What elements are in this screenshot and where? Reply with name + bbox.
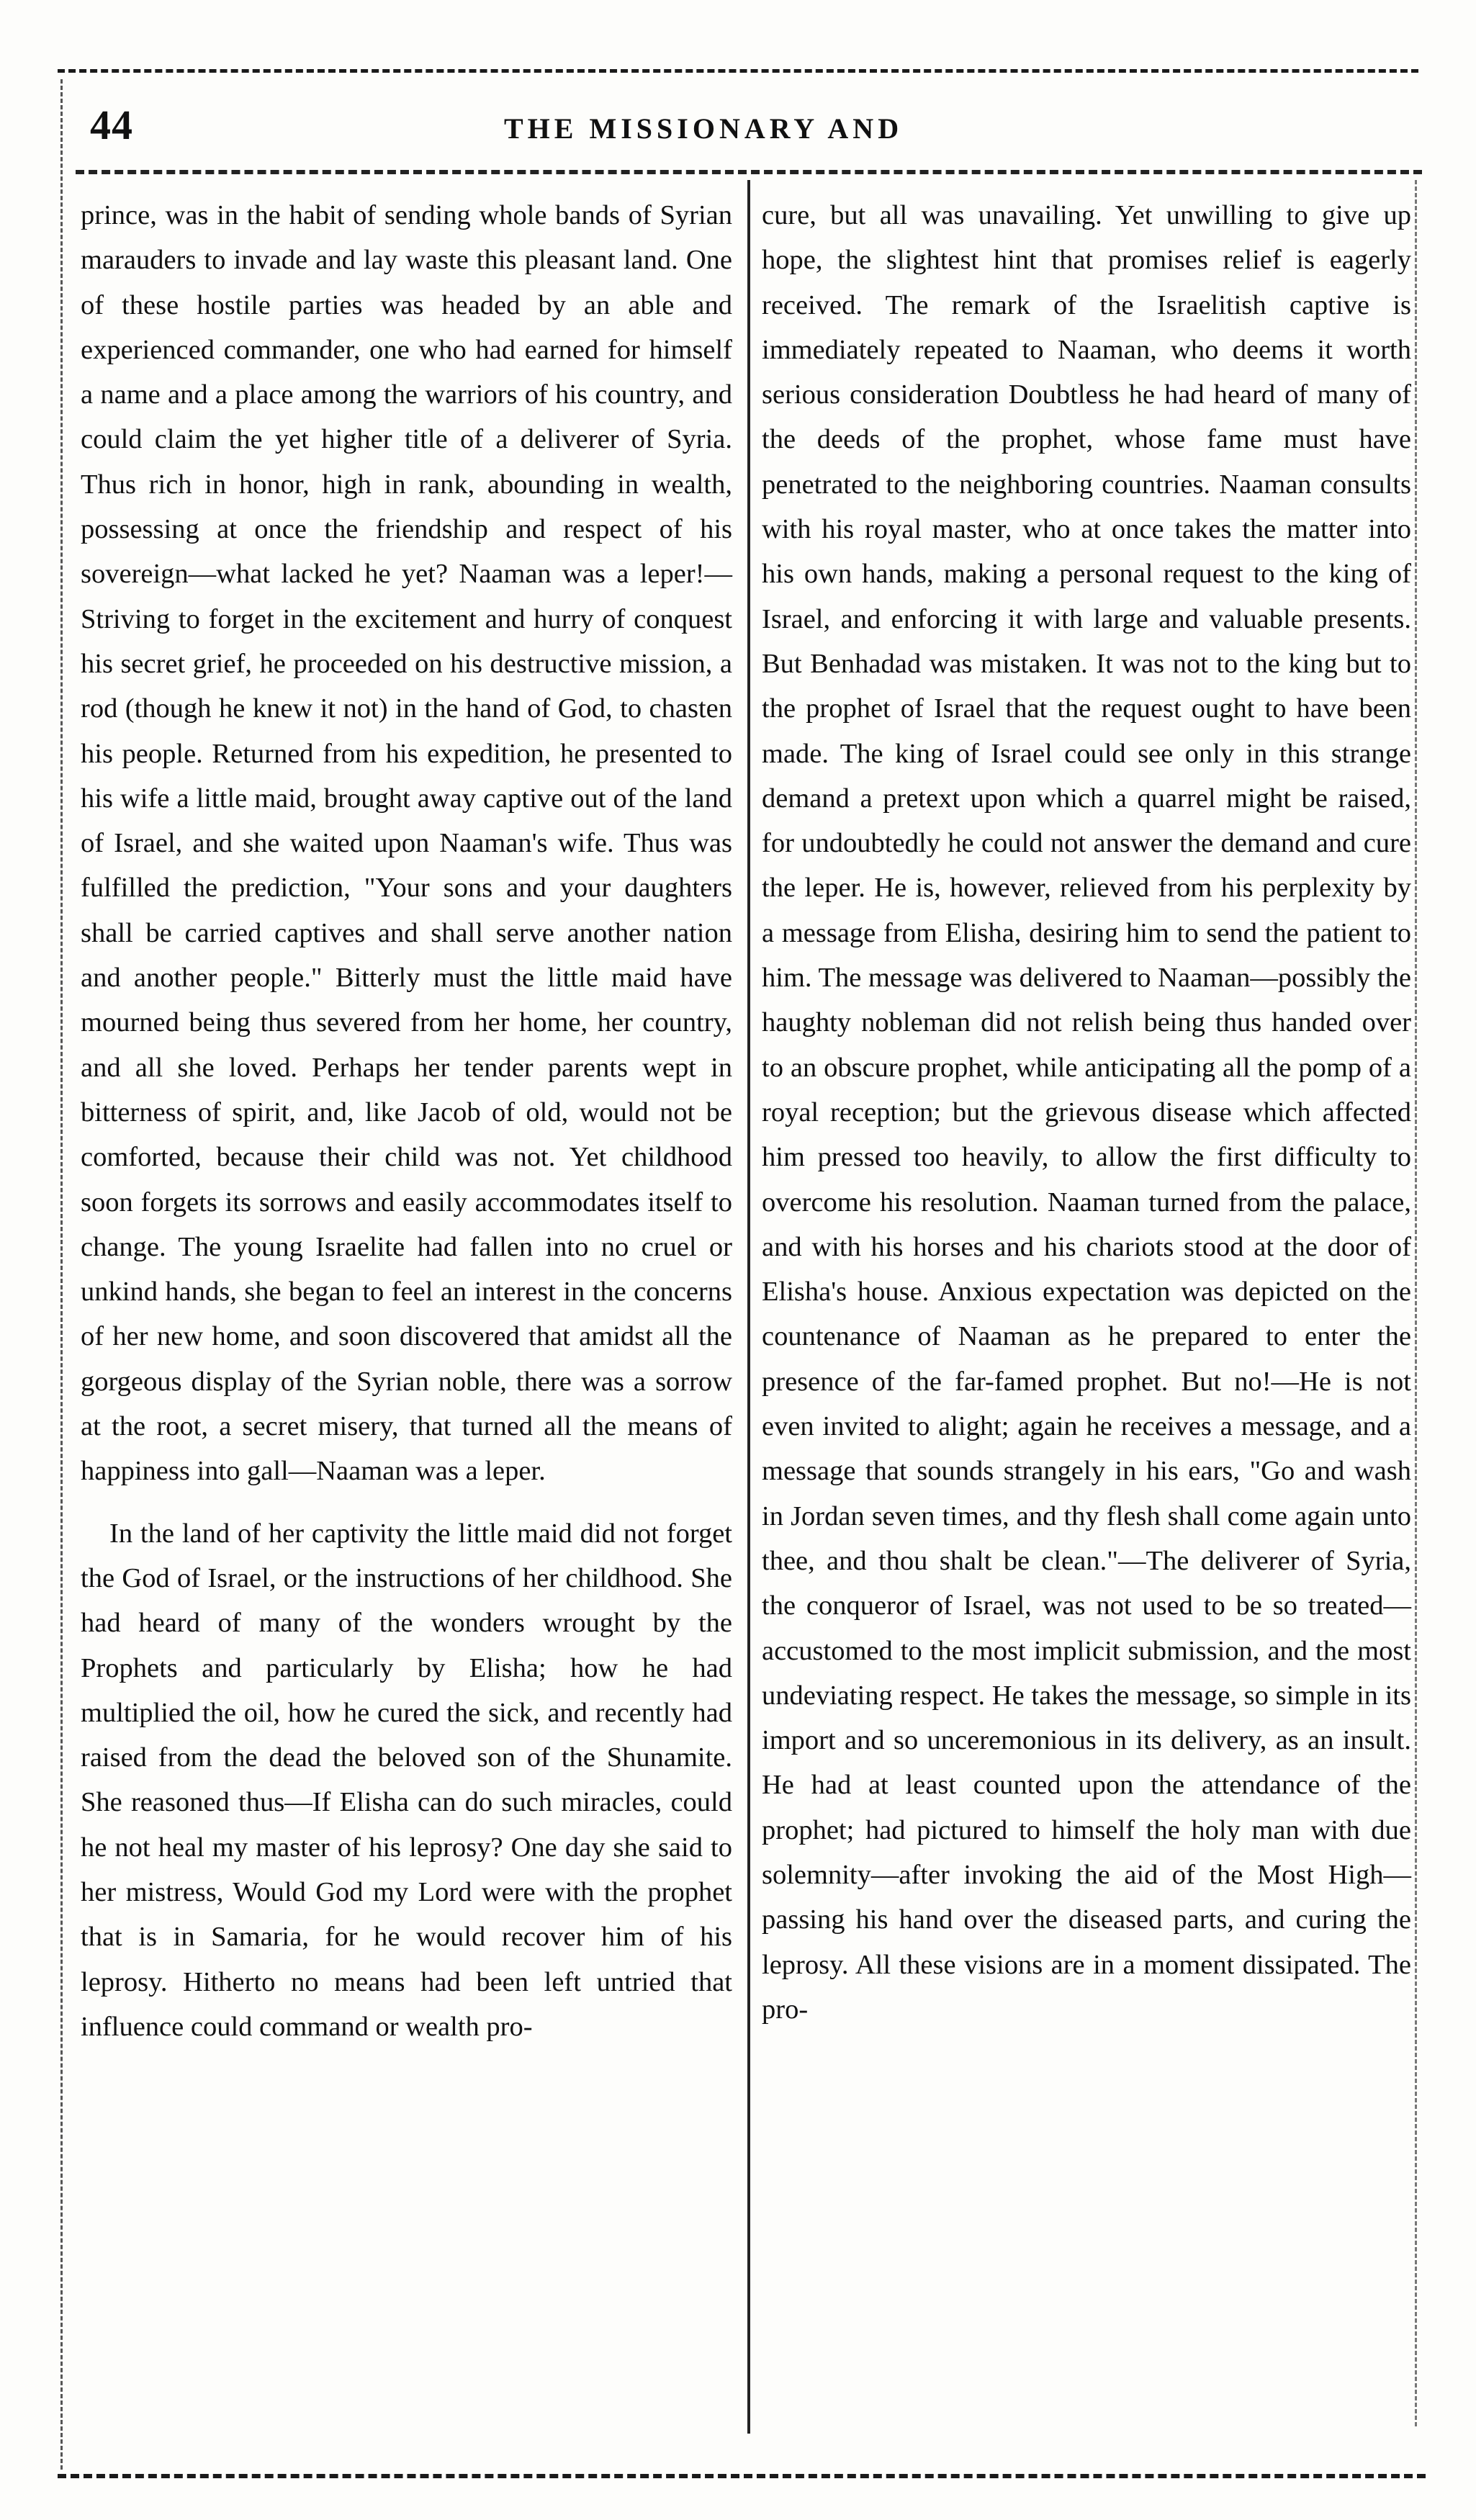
running-title: THE MISSIONARY AND [504, 112, 904, 145]
right-border-rule [1415, 180, 1417, 2426]
top-border-rule [58, 69, 1418, 73]
left-border-rule [60, 79, 63, 2470]
left-paragraph-1: prince, was in the habit of sending whole bands of Syrian marauders to invade and lay waste this pleasant land. One of these hostile parties was headed by an able and experienced commander, one who had earned for himself a name and a place among the warriors of his country, and could claim the yet higher title of a deliverer of Syria. Thus rich in honor, high in rank, abounding in wealth, possessing at once the friendship and respect of his sovereign—what lacked he yet? Naaman was a leper!—Striving to forget in the excitement and hurry of conquest his secret grief, he proceeded on his destructive mission, a rod (though he knew it not) in the hand of God, to chasten his people. Returned from his expedition, he presented to his wife a little maid, brought away captive out of the land of Israel, and she waited upon Naaman's wife. Thus was fulfilled the prediction, "Your sons and your daughters shall be carried captives and shall serve another nation and another people." Bitterly must the little maid have mourned being thus severed from her home, her country, and all she loved. Perhaps her tender parents wept in bitterness of spirit, and, like Jacob of old, would not be comforted, because their child was not. Yet childhood soon forgets its sorrows and easily accommodates itself to change. The young Israelite had fallen into no cruel or unkind hands, she began to feel an interest in the concerns of her new home, and soon discovered that amidst all the gorgeous display of the Syrian noble, there was a sorrow at the root, a secret misery, that turned all the means of happiness into gall—Naaman was a leper. [81, 200, 732, 1487]
left-text-column [81, 193, 732, 2049]
right-paragraph-1: cure, but all was unavailing. Yet unwilling to give up hope, the slightest hint that promises relief is eagerly received. The remark of the Israelitish captive is immediately repeated to Naaman, who deems it worth serious consideration Doubtless he had heard of many of the deeds of the prophet, whose fame must have penetrated to the neighboring countries. Naaman consults with his royal master, who at once takes the matter into his own hands, making a personal request to the king of Israel, and enforcing it with large and valuable presents. But Benhadad was mistaken. It was not to the king but to the prophet of Israel that the request ought to have been made. The king of Israel could see only in this strange demand a pretext upon which a quarrel might be raised, for undoubtedly he could not answer the demand and cure the leper. He is, however, relieved from his perplexity by a message from Elisha, desiring him to send the patient to him. The message was delivered to Naaman—possibly the haughty nobleman did not relish being thus handed over to an obscure prophet, while anticipating all the pomp of a royal reception; but the grievous disease which affected him pressed too heavily, to allow the first difficulty to overcome his resolution. Naaman turned from the palace, and with his horses and his chariots stood at the door of Elisha's house. Anxious expectation was depicted on the countenance of Naaman as he prepared to enter the presence of the far-famed prophet. But no!—He is not even invited to alight; again he receives a message, and a message that sounds strangely in his ears, "Go and wash in Jordan seven times, and thy flesh shall come again unto thee, and thou shalt be clean."—The deliverer of Syria, the conqueror of Israel, was not used to be so treated—accustomed to the most implicit submission, and the most undeviating respect. He takes the message, so simple in its import and so unceremonious in its delivery, as an insult. He had at least counted upon the attendance of the prophet; had pictured to himself the holy man with due solemnity—after invoking the aid of the Most High—passing his hand over the diseased parts, and curing the leprosy. All these visions are in a moment dissipated. The pro- [762, 200, 1411, 2025]
column-divider [747, 180, 750, 2434]
header-rule [76, 170, 1422, 174]
right-text-column [762, 193, 1411, 2032]
page-number: 44 [90, 102, 133, 148]
bottom-border-rule [58, 2474, 1426, 2478]
left-paragraph-2: In the land of her captivity the little maid did not forget the God of Israel, or the instructions of her childhood. She had heard of many of the wonders wrought by the Prophets and particularly by Elisha; how he had multiplied the oil, how he cured the sick, and recently had raised from the dead the beloved son of the Shunamite. She reasoned thus—If Elisha can do such miracles, could he not heal my master of his leprosy? One day she said to her mistress, Would God my Lord were with the prophet that is in Samaria, for he would recover him of his leprosy. Hitherto no means had been left untried that influence could command or wealth pro- [81, 1518, 732, 2042]
